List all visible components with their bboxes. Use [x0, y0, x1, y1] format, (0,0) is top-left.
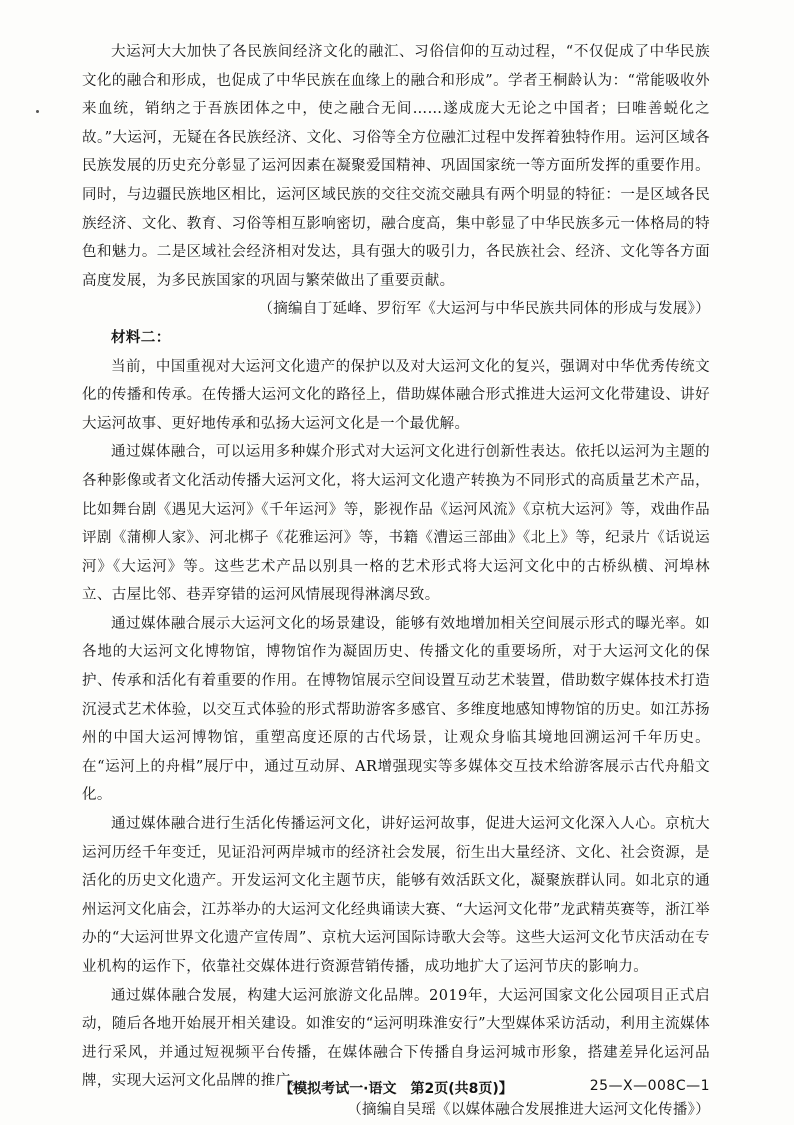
paragraph-m2-2: 通过媒体融合，可以运用多种媒介形式对大运河文化进行创新性表达。依托以运河为主题的各种影像或者文化活动传播大运河文化，将大运河文化遗产转换为不同形式的高质量艺术产品，比如舞台剧《遇见大运河》《千年运河》等，影视作品《运河风流》《京杭大运河》等，戏曲作品评剧《蒲柳人家》、河北梆子《花雅运河》等，书籍《漕运三部曲》《北上》等，纪录片《话说运河》《大运河》等。这些艺术产品以别具一格的艺术形式将大运河文化中的古桥纵横、河埠林立、古屋比邻、巷弄穿错的运河风情展现得淋漓尽致。	[82, 444, 710, 604]
paragraph-m1: 大运河大大加快了各民族间经济文化的融汇、习俗信仰的互动过程，“不仅促成了中华民族文化的融合和形成，也促成了中华民族在血缘上的融合和形成”。学者王桐龄认为：“常能吸收外来血统，销纳之于吾族团体之中，使之融合无间……遂成庞大无论之中国者；曰唯善蜕化之故。”大运河，无疑在各民族经济、文化、习俗等全方位融汇过程中发挥着独特作用。运河区域各民族发展的历史充分彰显了运河因素在凝聚爱国精神、巩固国家统一等方面所发挥的重要作用。同时，与边疆民族地区相比，运河区域民族的交往交流交融具有两个明显的特征：一是区域各民族经济、文化、教育、习俗等相互影响密切，融合度高，集中彰显了中华民族多元一体格局的特色和魅力。二是区域社会经济相对发达，具有强大的吸引力，各民族社会、经济、文化等各方面高度发展，为多民族国家的巩固与繁荣做出了重要贡献。	[82, 44, 710, 289]
paragraph-m2-1: 当前，中国重视对大运河文化遗产的保护以及对大运河文化的复兴，强调对中华优秀传统文化的传播和传承。在传播大运河文化的路径上，借助媒体融合形式推进大运河文化带建设、讲好大运河故事、更好地传承和弘扬大运河文化是一个最优解。	[82, 358, 710, 432]
paragraph-m2-3: 通过媒体融合展示大运河文化的场景建设，能够有效地增加相关空间展示形式的曝光率。如各地的大运河文化博物馆，博物馆作为凝固历史、传播文化的重要场所，对于大运河文化的保护、传承和活化有着重要的作用。在博物馆展示空间设置互动艺术装置，借助数字媒体技术打造沉浸式艺术体验，以交互式体验的形式帮助游客多感官、多维度地感知博物馆的历史。如江苏扬州的中国大运河博物馆，重塑高度还原的古代场景，让观众身临其境地回溯运河千年历史。在“运河上的舟楫”展厅中，通过互动屏、AR增强现实等多媒体交互技术给游客展示古代舟船文化。	[82, 615, 710, 804]
source-citation-2: （摘编自吴瑶《以媒体融合发展推进大运河文化传播》）	[347, 1101, 710, 1118]
footer-exam-code: 25—X—008C—1	[589, 1078, 710, 1094]
footer-page-info: 【模拟考试一·语文 第2页(共8页)】	[279, 1081, 513, 1097]
page-footer	[82, 1078, 710, 1100]
paragraph-m2-5: 通过媒体融合发展，构建大运河旅游文化品牌。2019年，大运河国家文化公园项目正式启动，随后各地开始展开相关建设。如淮安的“运河明珠淮安行”大型媒体采访活动，利用主流媒体进行采风，并通过短视频平台传播，在媒体融合下传播自身运河城市形象，搭建差异化运河品牌，实现大运河文化品牌的推广。	[82, 987, 710, 1090]
paragraph-m2-4: 通过媒体融合进行生活化传播运河文化，讲好运河故事，促进大运河文化深入人心。京杭大运河历经千年变迁，见证沿河两岸城市的经济社会发展，衍生出大量经济、文化、社会资源，是活化的历史文化遗产。开发运河文化主题节庆，能够有效活跃文化，凝聚族群认同。如北京的通州运河文化庙会，江苏举办的大运河文化经典诵读大赛、“大运河文化带”龙武精英赛等，浙江举办的“大运河世界文化遗产宣传周”、京杭大运河国际诗歌大会等。这些大运河文化节庆活动在专业机构的运作下，依靠社交媒体进行资源营销传播，成功地扩大了运河节庆的影响力。	[82, 816, 710, 975]
scan-dot	[36, 110, 39, 113]
page-content	[82, 38, 710, 1125]
source-citation-1: （摘编自丁延峰、罗衍军《大运河与中华民族共同体的形成与发展》）	[258, 301, 710, 318]
material-two-heading: 材料二：	[111, 328, 171, 346]
